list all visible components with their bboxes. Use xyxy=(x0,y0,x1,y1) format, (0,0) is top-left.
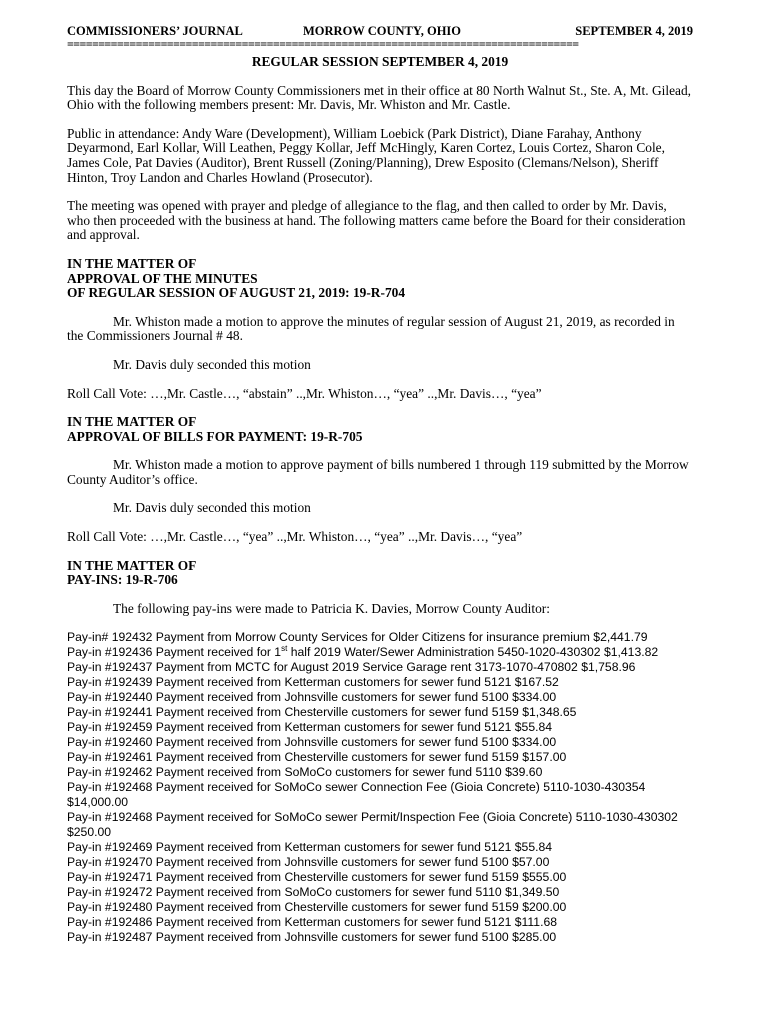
matter3-heading xyxy=(67,559,693,588)
journal-header xyxy=(67,24,693,38)
header-journal-name: COMMISSIONERS’ JOURNAL xyxy=(67,24,243,38)
payin-item: Pay-in #192480 Payment received from Chesterville customers for sewer fund 5159 $200.00 xyxy=(67,900,567,915)
payin-item: Pay-in #192459 Payment received from Ketterman customers for sewer fund 5121 $55.84 xyxy=(67,720,553,735)
matter1-second: Mr. Davis duly seconded this motion xyxy=(113,356,311,372)
payin-item xyxy=(67,645,693,660)
header-rule: ================================================================================== xyxy=(67,37,579,49)
matter2-motion: Mr. Whiston made a motion to approve payment of bills numbered 1 through 119 submitted by the Morrow County Auditor’s office. xyxy=(67,457,689,487)
payin-superscript: st xyxy=(281,644,288,654)
matter2-heading-line2: APPROVAL OF BILLS FOR PAYMENT: 19-R-705 xyxy=(67,428,363,444)
attendance-paragraph: Public in attendance: Andy Ware (Development), William Loebick (Park District), Diane Farahay, Anthony Deyarmond, Earl Kollar, Will Leathen, Peggy Kollar, Jeff McHingly, Karen Cortez, Louis Cortez, Sharon Cole, James Cole, Pat Davies (Auditor), Brent Russell (Zoning/Planning), Drew Esposito (Clemans/Nelson), Sheriff Hinton, Troy Landon and Charles Howland (Prosecutor). xyxy=(67,125,665,185)
journal-body xyxy=(67,55,693,945)
payin-item: Pay-in #192440 Payment received from Johnsville customers for sewer fund 5100 $334.00 xyxy=(67,690,557,705)
payin-text: half 2019 Water/Sewer Administration 5450-1020-430302 $1,413.82 xyxy=(287,645,659,660)
matter1-heading-line1: IN THE MATTER OF xyxy=(67,255,197,271)
matter1-heading-line3: OF REGULAR SESSION OF AUGUST 21, 2019: 19-R-704 xyxy=(67,285,406,301)
payin-item: Pay-in #192470 Payment received from Johnsville customers for sewer fund 5100 $57.00 xyxy=(67,855,550,870)
matter2-heading xyxy=(67,415,693,444)
payin-item: Pay-in #192471 Payment received from Chesterville customers for sewer fund 5159 $555.00 xyxy=(67,870,567,885)
payin-item: Pay-in #192437 Payment from MCTC for August 2019 Service Garage rent 3173-1070-470802 $1,758.96 xyxy=(67,660,636,675)
header-date: SEPTEMBER 4, 2019 xyxy=(575,24,693,38)
matter2-vote: Roll Call Vote: …,Mr. Castle…, “yea” ..,Mr. Whiston…, “yea” ..,Mr. Davis…, “yea” xyxy=(67,529,523,545)
matter2-second: Mr. Davis duly seconded this motion xyxy=(113,500,311,516)
payin-item: Pay-in #192439 Payment received from Ketterman customers for sewer fund 5121 $167.52 xyxy=(67,675,559,690)
matter3-heading-line1: IN THE MATTER OF xyxy=(67,557,197,573)
payin-item: Pay-in #192462 Payment received from SoMoCo customers for sewer fund 5110 $39.60 xyxy=(67,765,543,780)
payin-item: Pay-in #192468 Payment received for SoMoCo sewer Connection Fee (Gioia Concrete) 5110-1030-430354 $14,000.00 xyxy=(67,780,646,810)
payin-item: Pay-in #192460 Payment received from Johnsville customers for sewer fund 5100 $334.00 xyxy=(67,735,557,750)
matter3-heading-line2: PAY-INS: 19-R-706 xyxy=(67,572,178,588)
header-county: MORROW COUNTY, OHIO xyxy=(303,24,462,38)
payin-item: Pay-in #192469 Payment received from Ketterman customers for sewer fund 5121 $55.84 xyxy=(67,840,553,855)
payin-text: Pay-in #192436 Payment received for 1 xyxy=(67,645,282,660)
payin-item: Pay-in #192486 Payment received from Ketterman customers for sewer fund 5121 $111.68 xyxy=(67,915,558,930)
payin-item: Pay-in #192487 Payment received from Johnsville customers for sewer fund 5100 $285.00 xyxy=(67,930,557,945)
payin-item: Pay-in #192461 Payment received from Chesterville customers for sewer fund 5159 $157.00 xyxy=(67,750,567,765)
payin-item: Pay-in #192441 Payment received from Chesterville customers for sewer fund 5159 $1,348.65 xyxy=(67,705,577,720)
matter2-heading-line1: IN THE MATTER OF xyxy=(67,414,197,430)
opening-paragraph: The meeting was opened with prayer and pledge of allegiance to the flag, and then called to order by Mr. Davis, who then proceeded with the business at hand. The following matters came before the Board for their consideration and approval. xyxy=(67,198,686,243)
payin-list xyxy=(67,630,693,945)
payin-item: Pay-in #192468 Payment received for SoMoCo sewer Permit/Inspection Fee (Gioia Concrete) 5110-1030-430302 $250.00 xyxy=(67,810,678,840)
intro-paragraph: This day the Board of Morrow County Commissioners met in their office at 80 North Walnut St., Ste. A, Mt. Gilead, Ohio with the following members present: Mr. Davis, Mr. Whiston and Mr. Castle. xyxy=(67,82,691,113)
matter1-heading xyxy=(67,257,693,301)
payin-item: Pay-in #192472 Payment received from SoMoCo customers for sewer fund 5110 $1,349.50 xyxy=(67,885,560,900)
matter1-vote: Roll Call Vote: …,Mr. Castle…, “abstain” ..,Mr. Whiston…, “yea” ..,Mr. Davis…, “yea” xyxy=(67,385,542,401)
matter3-intro: The following pay-ins were made to Patricia K. Davies, Morrow County Auditor: xyxy=(113,600,550,616)
session-title: REGULAR SESSION SEPTEMBER 4, 2019 xyxy=(251,54,509,69)
matter1-heading-line2: APPROVAL OF THE MINUTES xyxy=(67,270,258,286)
matter1-motion: Mr. Whiston made a motion to approve the minutes of regular session of August 21, 2019, as recorded in the Commissioners Journal # 48. xyxy=(67,313,675,344)
payin-item: Pay-in# 192432 Payment from Morrow County Services for Older Citizens for insurance premium $2,441.79 xyxy=(67,630,648,645)
